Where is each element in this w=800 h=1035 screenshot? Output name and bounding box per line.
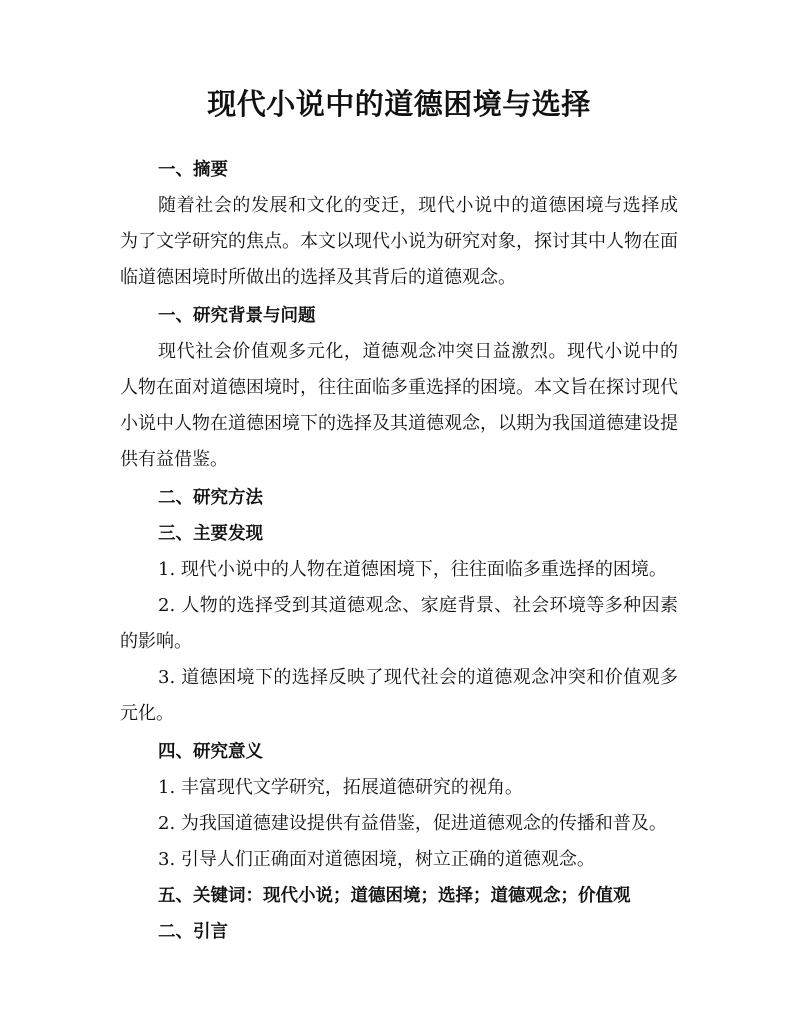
abstract-heading: 一、摘要 — [158, 160, 228, 180]
keywords-line: 五、关键词：现代小说；道德困境；选择；道德观念；价值观 — [158, 886, 631, 906]
methods-heading: 二、研究方法 — [158, 488, 263, 508]
background-paragraph: 现代社会价值观多元化，道德观念冲突日益激烈。现代小说中的人物在面对道德困境时，往往面临多重选择的困境。本文旨在探讨现代小说中人物在道德困境下的选择及其道德观念，以期为我国道德建设提供有益借鉴。 — [120, 341, 678, 470]
findings-heading: 三、主要发现 — [158, 524, 263, 544]
significance-heading: 四、研究意义 — [158, 742, 263, 762]
significance-item-2: 2. 为我国道德建设提供有益借鉴，促进道德观念的传播和普及。 — [158, 813, 667, 834]
significance-item-1: 1. 丰富现代文学研究，拓展道德研究的视角。 — [158, 777, 523, 798]
significance-item-3: 3. 引导人们正确面对道德困境，树立正确的道德观念。 — [158, 849, 595, 870]
background-heading: 一、研究背景与问题 — [158, 306, 316, 326]
abstract-paragraph: 随着社会的发展和文化的变迁，现代小说中的道德困境与选择成为了文学研究的焦点。本文以现代小说为研究对象，探讨其中人物在面临道德困境时所做出的选择及其背后的道德观念。 — [120, 195, 678, 288]
introduction-heading: 二、引言 — [158, 922, 228, 942]
document-title: 现代小说中的道德困境与选择 — [207, 87, 591, 121]
finding-item-2: 2. 人物的选择受到其道德观念、家庭背景、社会环境等多种因素的影响。 — [120, 595, 678, 652]
finding-item-1: 1. 现代小说中的人物在道德困境下，往往面临多重选择的困境。 — [158, 559, 667, 580]
finding-item-3: 3. 道德困境下的选择反映了现代社会的道德观念冲突和价值观多元化。 — [120, 667, 678, 724]
